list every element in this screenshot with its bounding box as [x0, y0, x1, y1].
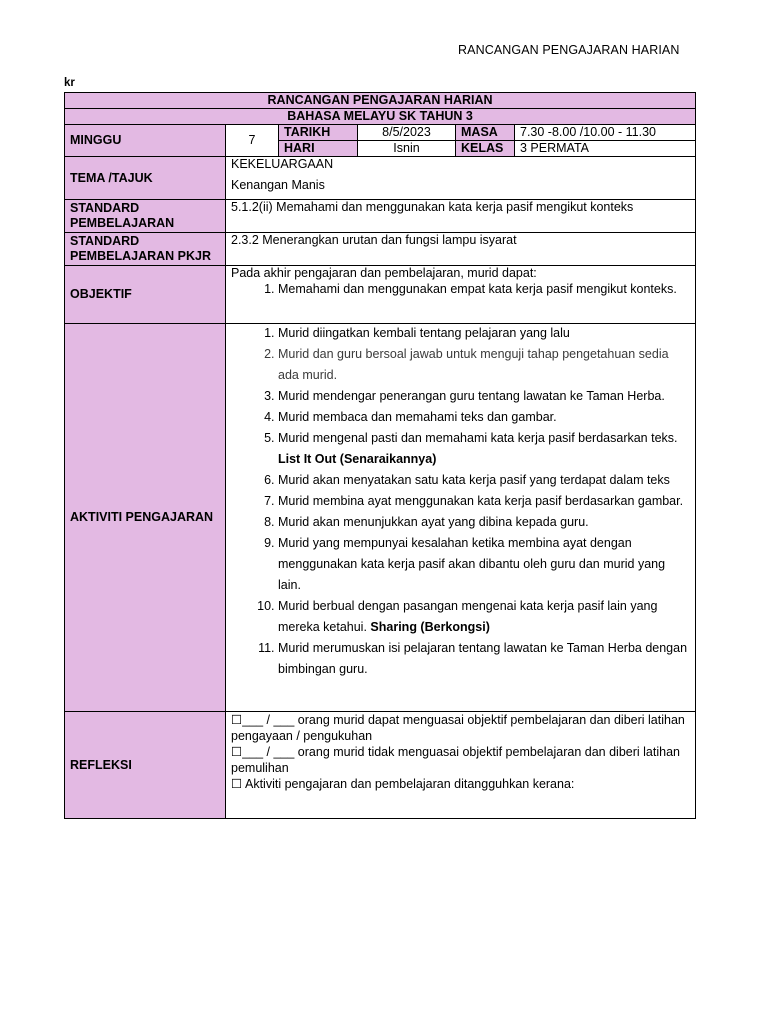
list-item: [278, 407, 687, 428]
list-item: 1. Memahami dan menggunakan empat kata kerja pasif mengikut konteks.: [278, 281, 690, 297]
refleksi-cell: [226, 712, 696, 819]
list-item-text: Murid merumuskan isi pelajaran tentang lawatan ke Taman Herba dengan bimbingan guru.: [278, 641, 688, 676]
list-item: [278, 386, 687, 407]
title-main: RANCANGAN PENGAJARAN HARIAN: [65, 93, 696, 109]
aktiviti-label: AKTIVITI PENGAJARAN: [65, 324, 226, 712]
page-header: RANCANGAN PENGAJARAN HARIAN: [458, 43, 680, 57]
minggu-label: MINGGU: [65, 125, 226, 157]
objektif-intro: Pada akhir pengajaran dan pembelajaran, murid dapat:: [231, 266, 537, 280]
list-item: [278, 533, 687, 596]
list-item: [278, 638, 687, 680]
list-item: [278, 470, 687, 491]
objektif-list: [231, 281, 690, 297]
standard-value: 5.1.2(ii) Memahami dan menggunakan kata kerja pasif mengikut konteks: [226, 200, 696, 233]
masa-value: 7.30 -8.00 /10.00 - 11.30: [515, 125, 696, 141]
list-item-strategy: Sharing (Berkongsi): [370, 620, 490, 634]
kelas-label: KELAS: [456, 141, 515, 157]
aktiviti-cell: [226, 324, 696, 712]
refleksi-line2: ☐___ / ___ orang murid tidak menguasai objektif pembelajaran dan diberi latihan pemulihan: [231, 745, 680, 775]
list-item-text: Murid yang mempunyai kesalahan ketika membina ayat dengan menggunakan kata kerja pasif akan dibantu oleh guru dan murid yang lain.: [278, 536, 666, 592]
list-item: [278, 512, 687, 533]
tema-line1: KEKELUARGAAN: [231, 157, 334, 171]
list-item-text: Murid membaca dan memahami teks dan gambar.: [278, 410, 557, 424]
list-item-strategy: List It Out (Senaraikannya): [278, 452, 437, 466]
refleksi-label: REFLEKSI: [65, 712, 226, 819]
objektif-cell: [226, 266, 696, 324]
list-item-text: Murid diingatkan kembali tentang pelajaran yang lalu: [278, 326, 570, 340]
list-item: [278, 491, 687, 512]
lesson-plan-table: [64, 92, 696, 819]
tema-cell: [226, 157, 696, 200]
refleksi-line1: ☐___ / ___ orang murid dapat menguasai objektif pembelajaran dan diberi latihan pengayaan / pengukuhan: [231, 713, 685, 743]
title-subject: BAHASA MELAYU SK TAHUN 3: [65, 109, 696, 125]
kelas-value: 3 PERMATA: [515, 141, 696, 157]
list-item-text: Murid akan menyatakan satu kata kerja pasif yang terdapat dalam teks: [278, 473, 670, 487]
list-item-text: Murid dan guru bersoal jawab untuk menguji tahap pengetahuan sedia ada murid.: [278, 347, 669, 382]
minggu-value: 7: [226, 125, 279, 157]
tarikh-label: TARIKH: [279, 125, 358, 141]
tema-label: TEMA /TAJUK: [65, 157, 226, 200]
list-item: [278, 596, 687, 638]
list-item: [278, 344, 687, 386]
kr-label: kr: [64, 77, 75, 89]
list-item: [278, 428, 687, 470]
refleksi-line3: ☐ Aktiviti pengajaran dan pembelajaran ditangguhkan kerana:: [231, 777, 575, 791]
tarikh-value: 8/5/2023: [358, 125, 456, 141]
aktiviti-list: [231, 323, 687, 680]
standard-pkjr-label: STANDARD PEMBELAJARAN PKJR: [65, 233, 226, 266]
list-item-text: Murid membina ayat menggunakan kata kerja pasif berdasarkan gambar.: [278, 494, 684, 508]
standard-pkjr-value: 2.3.2 Menerangkan urutan dan fungsi lampu isyarat: [226, 233, 696, 266]
list-item-text: Murid mendengar penerangan guru tentang lawatan ke Taman Herba.: [278, 389, 665, 403]
hari-value: Isnin: [358, 141, 456, 157]
hari-label: HARI: [279, 141, 358, 157]
list-item-text: Murid berbual dengan pasangan mengenai kata kerja pasif lain yang mereka ketahui.: [278, 599, 658, 634]
list-item-text: Murid akan menunjukkan ayat yang dibina kepada guru.: [278, 515, 589, 529]
objektif-label: OBJEKTIF: [65, 266, 226, 324]
masa-label: MASA: [456, 125, 515, 141]
standard-label: STANDARD PEMBELAJARAN: [65, 200, 226, 233]
list-item: [278, 323, 687, 344]
tema-line2: Kenangan Manis: [231, 178, 325, 192]
list-item-text: Murid mengenal pasti dan memahami kata kerja pasif berdasarkan teks.: [278, 431, 678, 445]
